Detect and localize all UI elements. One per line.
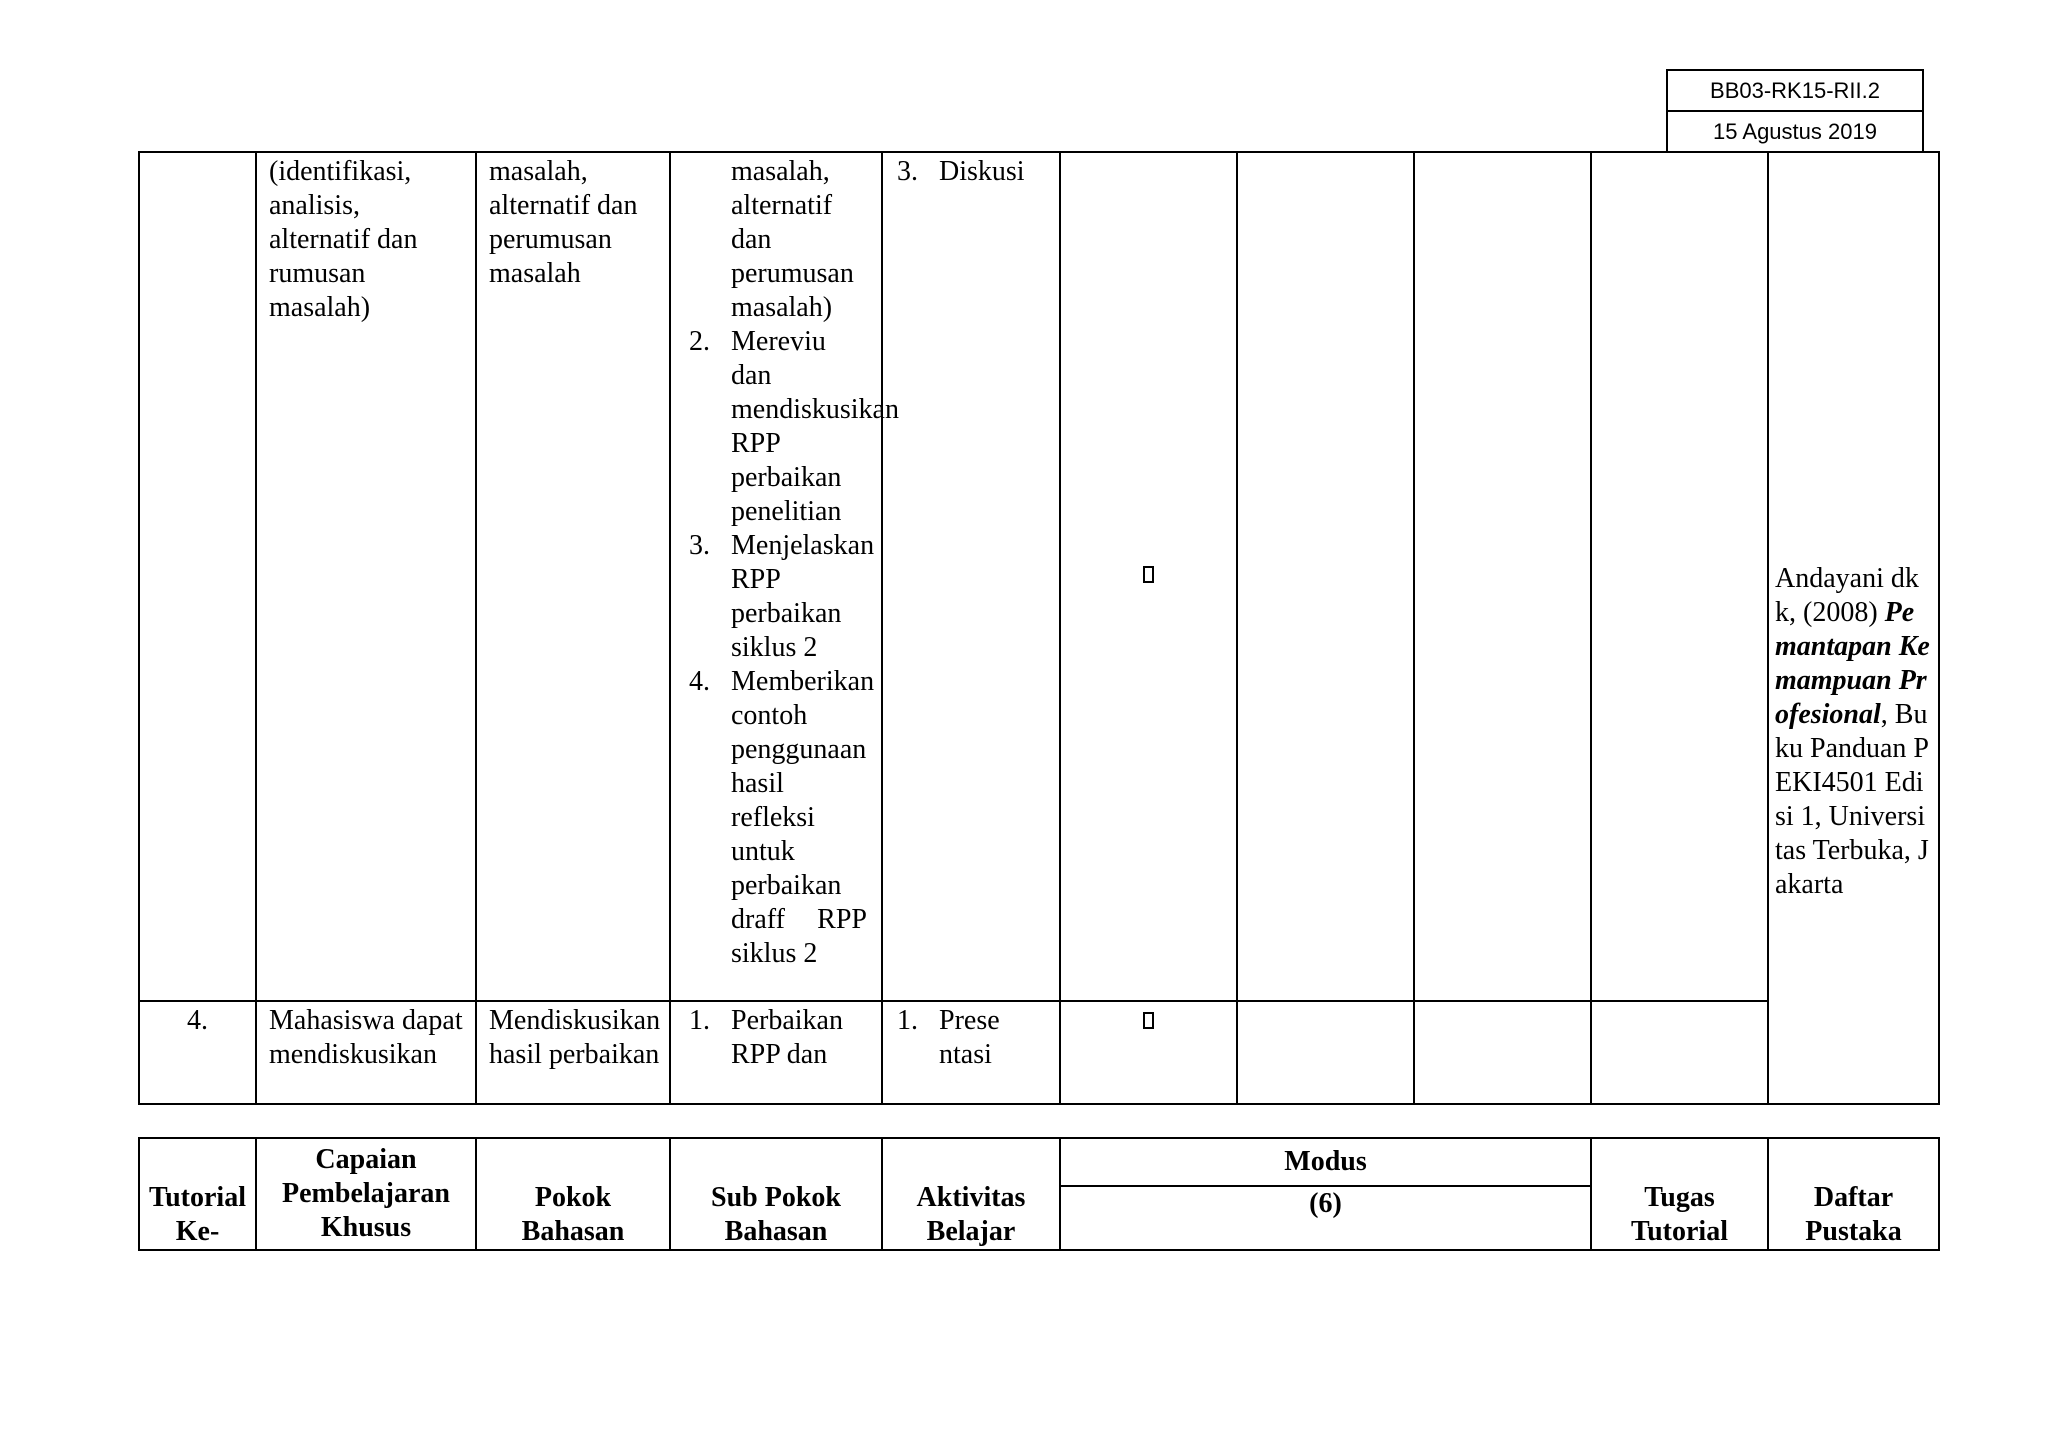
list-item: 1. Perbaikan RPP dan (689, 1005, 843, 1070)
list-item: 1. Presentasi (897, 1005, 1000, 1070)
header-pustaka: Daftar Pustaka (1768, 1138, 1939, 1250)
sub-pokok-continued-text: masalah, alternatif dan perumusan masalah) (731, 156, 854, 323)
aktivitas-cell (882, 1001, 1060, 1104)
tugas-cell (1591, 1001, 1768, 1104)
document-code-box (1666, 69, 1924, 153)
sub-pokok-list (671, 1002, 881, 1072)
capaian-text: Mahasiswa dapat mendiskusikan (269, 1005, 463, 1070)
modus-mark-cell (1060, 1001, 1237, 1104)
tugas-cell (1591, 152, 1768, 1001)
table-row (139, 1001, 1939, 1104)
pokok-text: Mendiskusikan hasil perbaikan (489, 1005, 661, 1070)
header-capaian: Capaian Pembelajaran Khusus (256, 1138, 476, 1250)
pokok-text: masalah, alternatif dan perumusan masalah (489, 156, 638, 289)
daftar-pustaka-cell (1768, 152, 1939, 1104)
modus-cell (1237, 1001, 1414, 1104)
sub-pokok-cell (670, 152, 899, 1001)
header-tutorial: Tutorial Ke- (139, 1138, 256, 1250)
document-date: 15 Agustus 2019 (1667, 111, 1923, 152)
list-item: 2. Mereviu dan mendiskusikan RPP perbaikan penelitian (689, 326, 899, 527)
modus-cell (1414, 152, 1591, 1001)
rkt-table-header (138, 1137, 1940, 1251)
modus-cell (1414, 1001, 1591, 1104)
aktivitas-list (883, 153, 1059, 189)
aktivitas-cell (882, 152, 1060, 1001)
capaian-cell (256, 1001, 476, 1104)
header-modus: Modus (1060, 1138, 1591, 1186)
header-tugas: Tugas Tutorial (1591, 1138, 1768, 1250)
header-row (139, 1138, 1939, 1186)
header-sub-pokok: Sub Pokok Bahasan (670, 1138, 882, 1250)
modus-mark-cell (1060, 152, 1237, 1001)
document-code: BB03-RK15-RII.2 (1667, 70, 1923, 111)
list-item: 3. Menjelaskan RPP perbaikan siklus 2 (689, 530, 875, 663)
empty-box-icon (1143, 1012, 1154, 1029)
list-item: 4. Memberikan contoh penggunaan hasil refleksi untuk perbaikan draff RPP siklus 2 (689, 666, 875, 969)
capaian-cell (256, 152, 476, 1001)
empty-box-icon (1143, 566, 1154, 583)
tutorial-number: 4. (187, 1005, 208, 1036)
sub-pokok-cell (670, 1001, 882, 1104)
tutorial-number-cell (139, 1001, 256, 1104)
table-row (139, 152, 1939, 1001)
pokok-cell (476, 152, 670, 1001)
list-item: 3. Diskusi (897, 156, 1025, 187)
daftar-pustaka-text: Andayani dkk, (2008) Pemantapan Kemampuan Profesional, Buku Panduan PEKI4501 Edisi 1, Universitas Terbuka, Jakarta (1775, 563, 1930, 900)
aktivitas-list (883, 1002, 1059, 1072)
pokok-cell (476, 1001, 670, 1104)
tutorial-cell (139, 152, 256, 1001)
rkt-table-continuation (138, 151, 1940, 1105)
header-aktivitas: Aktivitas Belajar (882, 1138, 1060, 1250)
capaian-text: (identifikasi, analisis, alternatif dan rumusan masalah) (269, 156, 418, 323)
modus-cell (1237, 152, 1414, 1001)
sub-pokok-list (685, 325, 899, 971)
header-modus-number: (6) (1060, 1186, 1591, 1250)
header-pokok: Pokok Bahasan (476, 1138, 670, 1250)
